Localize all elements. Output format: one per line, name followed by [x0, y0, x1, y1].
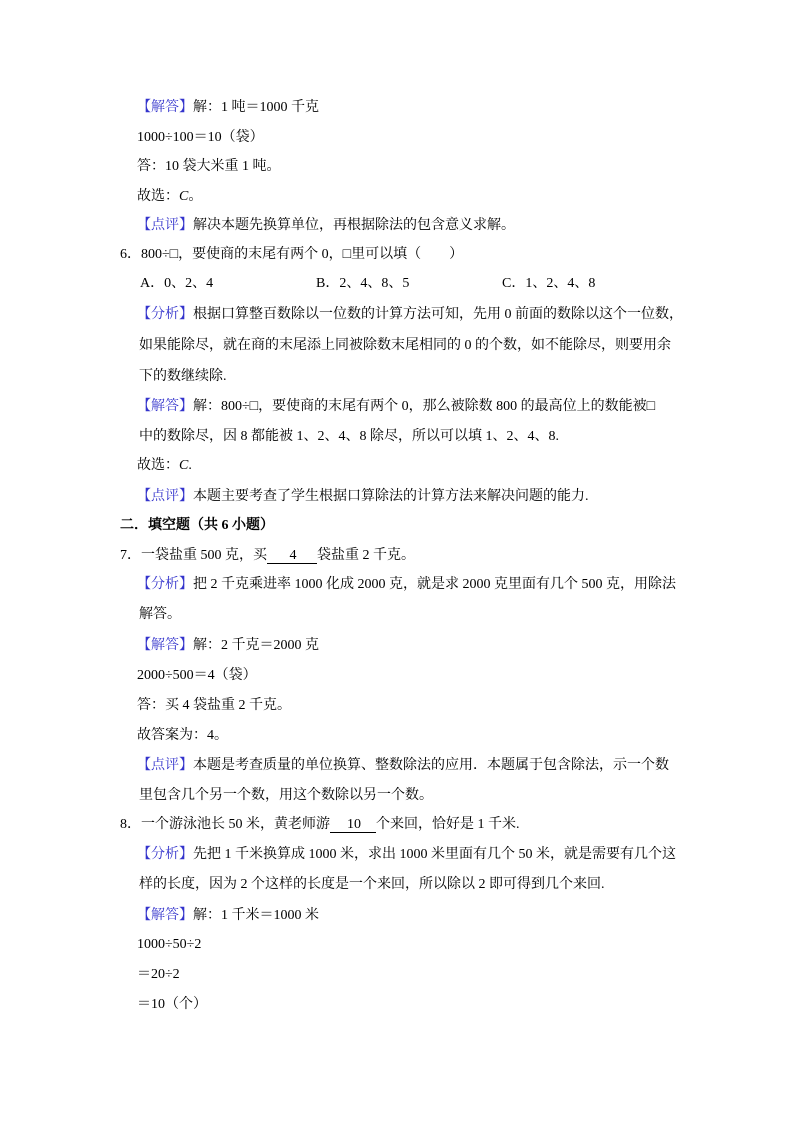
choice-prefix: 故选： [137, 189, 179, 204]
q6-analysis-text-2: 下的数继续除. [139, 369, 227, 384]
q7-answer-blank: 4 [267, 548, 317, 564]
q6-stem: 6．800÷□，要使商的末尾有两个 0，□里可以填（ ） [120, 247, 464, 262]
q8-analysis-text-1: 样的长度，因为 2 个这样的长度是一个来回，所以除以 2 即可得到几个来回. [139, 877, 605, 892]
q7-review-line [137, 756, 669, 776]
analysis-tag: 【分析】 [137, 307, 193, 322]
answer-tag: 【解答】 [137, 100, 193, 115]
q8-analysis-line [137, 845, 676, 865]
q5-review-text: 解决本题先换算单位，再根据除法的包含意义求解。 [193, 218, 515, 233]
q7-stem-after: 袋盐重 2 千克。 [317, 548, 415, 563]
q8-answer-text: 解：1 千米＝1000 米 [193, 908, 319, 923]
q6-review-text: 本题主要考查了学生根据口算除法的计算方法来解决问题的能力. [193, 489, 589, 504]
q6-answer-line [137, 397, 655, 417]
q8-calc-line-2: ＝10（个） [137, 997, 207, 1012]
analysis-tag: 【分析】 [137, 577, 193, 592]
q6-option-a: A．0、2、4 [140, 276, 214, 291]
q5-answer-line [137, 98, 319, 118]
q7-calc-line: 2000÷500＝4（袋） [137, 668, 257, 683]
answer-tag: 【解答】 [137, 399, 193, 414]
answer-tag: 【解答】 [137, 638, 193, 653]
q6-analysis-text-1: 如果能除尽，就在商的末尾添上同被除数末尾相同的 0 的个数，如不能除尽，则要用余 [139, 338, 671, 353]
q6-review-line [137, 487, 589, 507]
q5-calc-line: 1000÷100＝10（袋） [137, 130, 264, 145]
review-tag: 【点评】 [137, 758, 193, 773]
review-tag: 【点评】 [137, 489, 193, 504]
q7-answer-text: 解：2 千克＝2000 克 [193, 638, 319, 653]
q6-option-c: C．1、2、4、8 [502, 276, 596, 291]
choice-letter: C [179, 189, 189, 204]
q7-stem [120, 546, 415, 566]
q5-review-line [137, 216, 515, 236]
q8-stem [120, 815, 520, 835]
q7-analysis-line [137, 575, 676, 595]
q7-analysis-text-1: 解答。 [139, 607, 181, 622]
q6-analysis-line [137, 305, 683, 325]
q8-analysis-text-0: 先把 1 千米换算成 1000 米，求出 1000 米里面有几个 50 米，就是需要有几个这 [193, 847, 676, 862]
q7-answer-line [137, 636, 319, 656]
q8-calc-line-0: 1000÷50÷2 [137, 937, 202, 952]
q6-answer-text-1: 中的数除尽，因 8 都能被 1、2、4、8 除尽，所以可以填 1、2、4、8. [139, 429, 559, 444]
answer-tag: 【解答】 [137, 908, 193, 923]
section-heading: 二．填空题（共 6 小题） [120, 518, 274, 533]
q7-result-line: 故答案为：4。 [137, 728, 228, 743]
q8-calc-line-1: ＝20÷2 [137, 967, 180, 982]
q8-answer-blank: 10 [330, 817, 376, 833]
choice-suffix: . [188, 458, 192, 473]
q8-stem-before: 8．一个游泳池长 50 米，黄老师游 [120, 817, 330, 832]
q6-option-b: B．2、4、8、5 [316, 276, 410, 291]
analysis-tag: 【分析】 [137, 847, 193, 862]
q8-answer-line [137, 906, 319, 926]
q7-stem-before: 7．一袋盐重 500 克，买 [120, 548, 267, 563]
q7-reply-line: 答：买 4 袋盐重 2 千克。 [137, 698, 291, 713]
choice-letter: C [179, 458, 189, 473]
review-tag: 【点评】 [137, 218, 193, 233]
q5-choice-line [137, 187, 202, 207]
q5-answer-text: 解：1 吨＝1000 千克 [193, 100, 319, 115]
q7-analysis-text-0: 把 2 千克乘进率 1000 化成 2000 克，就是求 2000 克里面有几个 500 克，用除法 [193, 577, 676, 592]
choice-suffix: 。 [188, 189, 203, 204]
q7-review-text-1: 里包含几个另一个数，用这个数除以另一个数。 [139, 788, 433, 803]
q6-choice-line [137, 456, 192, 476]
q6-answer-text-0: 解：800÷□，要使商的末尾有两个 0，那么被除数 800 的最高位上的数能被□ [193, 399, 656, 414]
choice-prefix: 故选： [137, 458, 179, 473]
q6-analysis-text-0: 根据口算整百数除以一位数的计算方法可知，先用 0 前面的数除以这个一位数， [193, 307, 683, 322]
q5-reply-line: 答：10 袋大米重 1 吨。 [137, 159, 281, 174]
q7-review-text-0: 本题是考查质量的单位换算、整数除法的应用．本题属于包含除法，示一个数 [193, 758, 669, 773]
q8-stem-after: 个来回，恰好是 1 千米. [376, 817, 520, 832]
